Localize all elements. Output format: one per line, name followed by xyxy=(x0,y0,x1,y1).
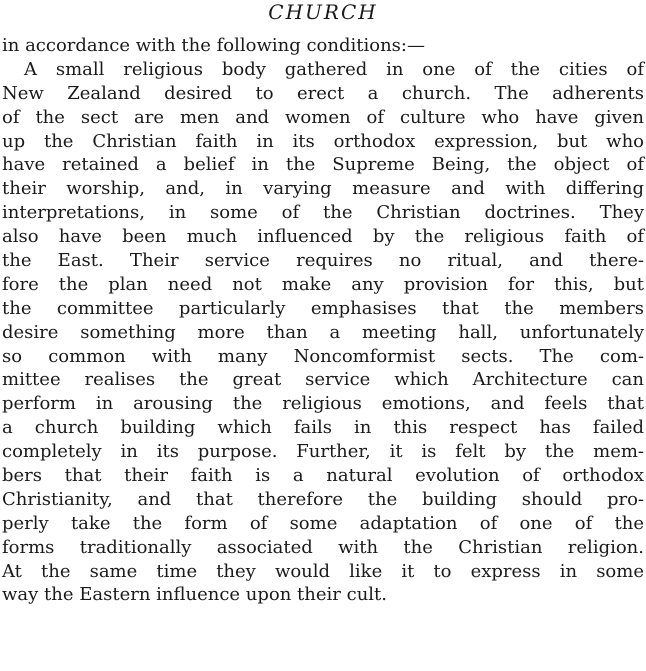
paragraph-line: completely in its purpose. Further, it is felt by the mem- xyxy=(2,441,644,463)
body-text xyxy=(2,34,644,607)
paragraph-line: perly take the form of some adaptation of one of the xyxy=(2,512,644,534)
paragraph-line: fore the plan need not make any provision for this, but xyxy=(2,273,644,295)
paragraph-line: also have been much influenced by the religious faith of xyxy=(2,226,644,248)
paragraph-line: a church building which fails in this respect has failed xyxy=(2,417,644,439)
paragraph-line: desire something more than a meeting hall, unfortunately xyxy=(2,321,644,343)
paragraph-line: the committee particularly emphasises that the members xyxy=(2,297,644,319)
paragraph-line: perform in arousing the religious emotions, and feels that xyxy=(2,393,644,415)
paragraph-line: up the Christian faith in its orthodox expression, but who xyxy=(2,130,644,152)
paragraph-line: A small religious body gathered in one of the cities of xyxy=(24,58,644,80)
paragraph-line: their worship, and, in varying measure and with differing xyxy=(2,178,644,200)
running-head: CHURCH xyxy=(268,0,378,24)
paragraph-line: of the sect are men and women of culture who have given xyxy=(2,106,644,128)
paragraph-line: Christianity, and that therefore the building should pro- xyxy=(2,488,644,510)
paragraph-line: way the Eastern influence upon their cult. xyxy=(2,584,388,606)
paragraph-line: bers that their faith is a natural evolution of orthodox xyxy=(2,465,644,487)
paragraph-line: interpretations, in some of the Christian doctrines. They xyxy=(2,202,644,224)
paragraph-line: mittee realises the great service which Architecture can xyxy=(2,369,644,391)
paragraph-line: At the same time they would like it to express in some xyxy=(2,560,644,582)
paragraph-line: forms traditionally associated with the Christian religion. xyxy=(2,536,644,558)
paragraph-line: so common with many Noncomformist sects. The com- xyxy=(2,345,644,367)
paragraph-line: the East. Their service requires no ritual, and there- xyxy=(2,250,644,272)
paragraph-line: New Zealand desired to erect a church. The adherents xyxy=(2,82,644,104)
opening-line: in accordance with the following conditions:— xyxy=(2,35,425,56)
paragraph-line: have retained a belief in the Supreme Being, the object of xyxy=(2,154,644,176)
